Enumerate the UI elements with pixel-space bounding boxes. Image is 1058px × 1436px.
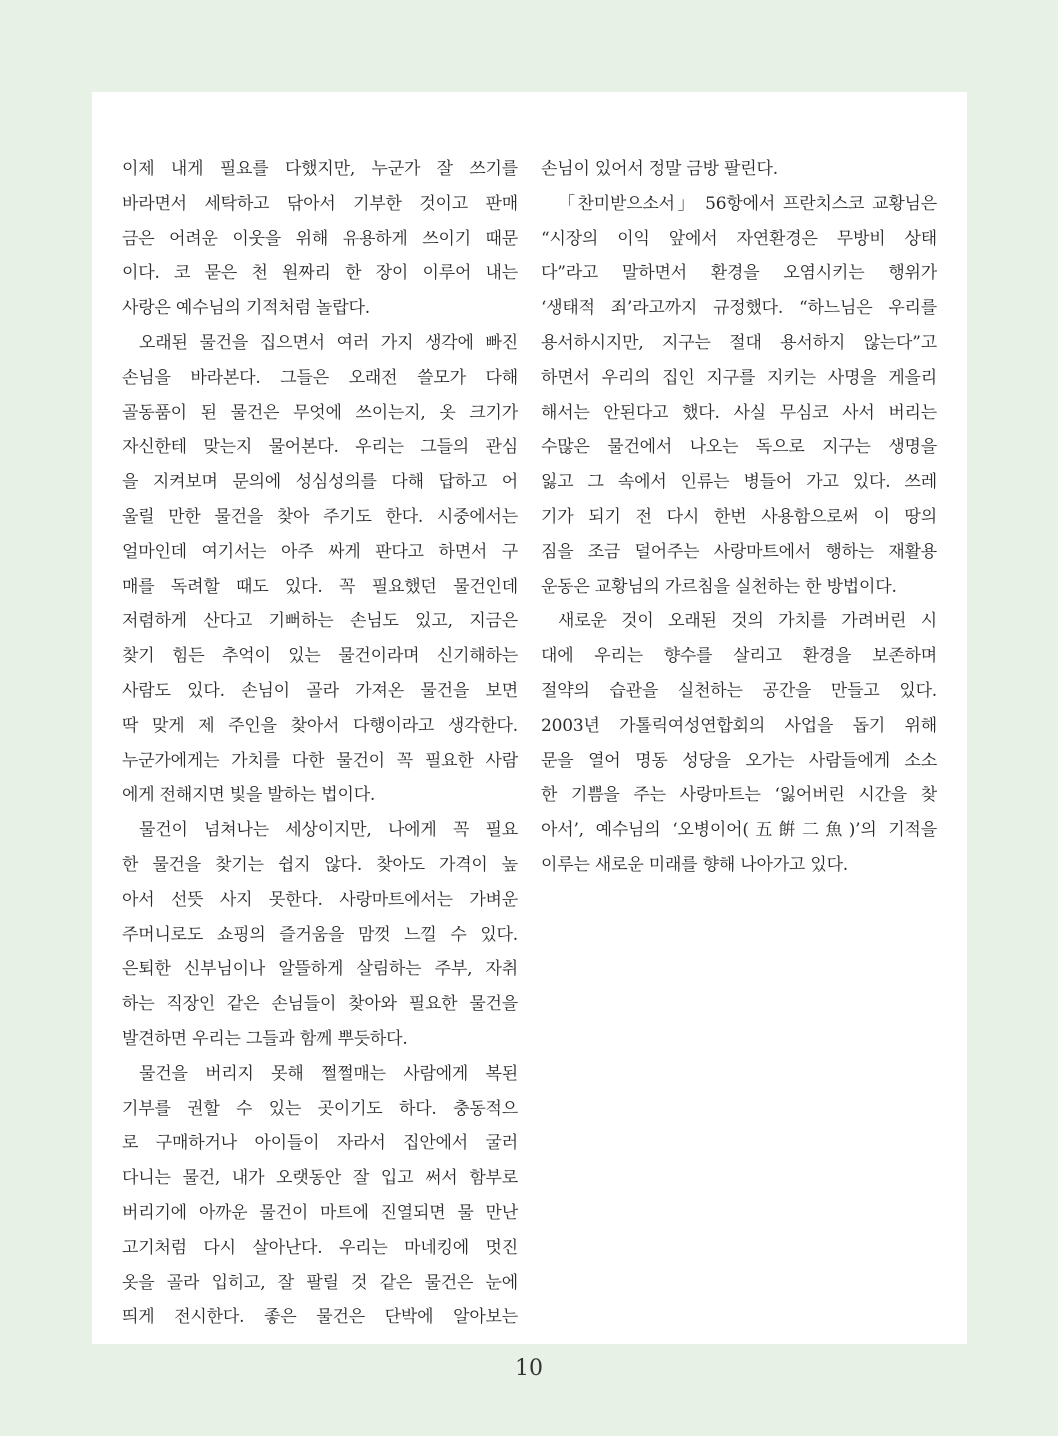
text-line: 주머니로도 쇼핑의 즐거움을 맘껏 느낄 수 있다. (122, 924, 518, 945)
text-line: 운동은 교황님의 가르침을 실천하는 한 방법이다. (541, 576, 897, 597)
text-line: 을 지켜보며 문의에 성심성의를 다해 답하고 어 (122, 472, 518, 493)
text-line: 한 기쁨을 주는 사랑마트는 ‘잃어버린 시간을 찾 (541, 785, 937, 806)
text-line: 아서’, 예수님의 ‘오병이어(五餠二魚)’의 기적을 (541, 820, 937, 841)
text-line: 기부를 권할 수 있는 곳이기도 하다. 충동적으 (122, 1098, 518, 1119)
text-line: 찾기 힘든 추억이 있는 물건이라며 신기해하는 (122, 646, 518, 667)
text-line: 용서하시지만, 지구는 절대 용서하지 않는다”고 (541, 332, 937, 353)
text-line: 은퇴한 신부님이나 알뜰하게 살림하는 주부, 자취 (122, 959, 518, 980)
text-line: 다”라고 말하면서 환경을 오염시키는 행위가 (541, 263, 937, 284)
text-line: 사랑은 예수님의 기적처럼 놀랍다. (122, 298, 370, 319)
text-line: 띄게 전시한다. 좋은 물건은 단박에 알아보는 (122, 1307, 518, 1328)
text-line: 2003년 가톨릭여성연합회의 사업을 돕기 위해 (541, 715, 937, 736)
text-line: 물건이 넘쳐나는 세상이지만, 나에게 꼭 필요 (139, 820, 518, 841)
text-line: 다니는 물건, 내가 오랫동안 잘 입고 써서 함부로 (122, 1168, 518, 1189)
text-line: 하는 직장인 같은 손님들이 찾아와 필요한 물건을 (122, 994, 518, 1015)
text-line: 고기처럼 다시 살아난다. 우리는 마네킹에 멋진 (122, 1237, 518, 1258)
text-line: 자신한테 맞는지 물어본다. 우리는 그들의 관심 (122, 437, 518, 458)
text-line: 새로운 것이 오래된 것의 가치를 가려버린 시 (558, 611, 937, 632)
text-line: 버리기에 아까운 물건이 마트에 진열되면 물 만난 (122, 1202, 518, 1223)
text-line: 잃고 그 속에서 인류는 병들어 가고 있다. 쓰레 (541, 472, 937, 493)
text-line: 해서는 안된다고 했다. 사실 무심코 사서 버리는 (541, 402, 937, 423)
text-line: 아서 선뜻 사지 못한다. 사랑마트에서는 가벼운 (122, 889, 518, 910)
text-line: 수많은 물건에서 나오는 독으로 지구는 생명을 (541, 437, 937, 458)
text-line: 바라면서 세탁하고 닦아서 기부한 것이고 판매 (122, 193, 518, 214)
text-line: 손님을 바라본다. 그들은 오래전 쓸모가 다해 (122, 367, 518, 388)
text-line: 하면서 우리의 집인 지구를 지키는 사명을 게을리 (541, 367, 937, 388)
page-sheet (92, 92, 967, 1344)
right-text-column (541, 152, 937, 883)
text-line: 발견하면 우리는 그들과 함께 뿌듯하다. (122, 1028, 408, 1049)
text-line: 대에 우리는 향수를 살리고 환경을 보존하며 (541, 646, 937, 667)
text-line: 로 구매하거나 아이들이 자라서 집안에서 굴러 (122, 1133, 518, 1154)
text-line: 울릴 만한 물건을 찾아 주기도 한다. 시중에서는 (122, 506, 518, 527)
text-line: 딱 맞게 제 주인을 찾아서 다행이라고 생각한다. (122, 715, 518, 736)
text-line: 한 물건을 찾기는 쉽지 않다. 찾아도 가격이 높 (122, 854, 518, 875)
text-line: “시장의 이익 앞에서 자연환경은 무방비 상태 (541, 228, 937, 249)
left-text-column (122, 152, 518, 1335)
text-line: 물건을 버리지 못해 쩔쩔매는 사람에게 복된 (139, 1063, 518, 1084)
text-line: 짐을 조금 덜어주는 사랑마트에서 행하는 재활용 (541, 541, 937, 562)
text-line: ‘생태적 죄’라고까지 규정했다. “하느님은 우리를 (541, 298, 937, 319)
text-line: 손님이 있어서 정말 금방 팔린다. (541, 159, 778, 179)
text-line: 「찬미받으소서」 56항에서 프란치스코 교황님은 (558, 193, 937, 214)
text-line: 사람도 있다. 손님이 골라 가져온 물건을 보면 (122, 680, 518, 701)
text-line: 이다. 코 묻은 천 원짜리 한 장이 이루어 내는 (122, 263, 518, 284)
text-line: 저렴하게 산다고 기뻐하는 손님도 있고, 지금은 (122, 611, 518, 632)
text-line: 이루는 새로운 미래를 향해 나아가고 있다. (541, 854, 848, 875)
text-line: 절약의 습관을 실천하는 공간을 만들고 있다. (541, 680, 937, 701)
page-number: 10 (515, 1356, 543, 1381)
text-line: 문을 열어 명동 성당을 오가는 사람들에게 소소 (541, 750, 937, 771)
text-line: 이제 내게 필요를 다했지만, 누군가 잘 쓰기를 (122, 159, 518, 179)
text-line: 에게 전해지면 빛을 발하는 법이다. (122, 785, 376, 806)
text-line: 기가 되기 전 다시 한번 사용함으로써 이 땅의 (541, 506, 937, 527)
text-line: 금은 어려운 이웃을 위해 유용하게 쓰이기 때문 (122, 228, 518, 249)
text-line: 옷을 골라 입히고, 잘 팔릴 것 같은 물건은 눈에 (122, 1272, 518, 1293)
text-line: 얼마인데 여기서는 아주 싸게 판다고 하면서 구 (122, 541, 518, 562)
text-line: 오래된 물건을 집으면서 여러 가지 생각에 빠진 (139, 332, 518, 353)
text-line: 누군가에게는 가치를 다한 물건이 꼭 필요한 사람 (122, 750, 518, 771)
text-line: 골동품이 된 물건은 무엇에 쓰이는지, 옷 크기가 (122, 402, 518, 423)
text-line: 매를 독려할 때도 있다. 꼭 필요했던 물건인데 (122, 576, 518, 597)
